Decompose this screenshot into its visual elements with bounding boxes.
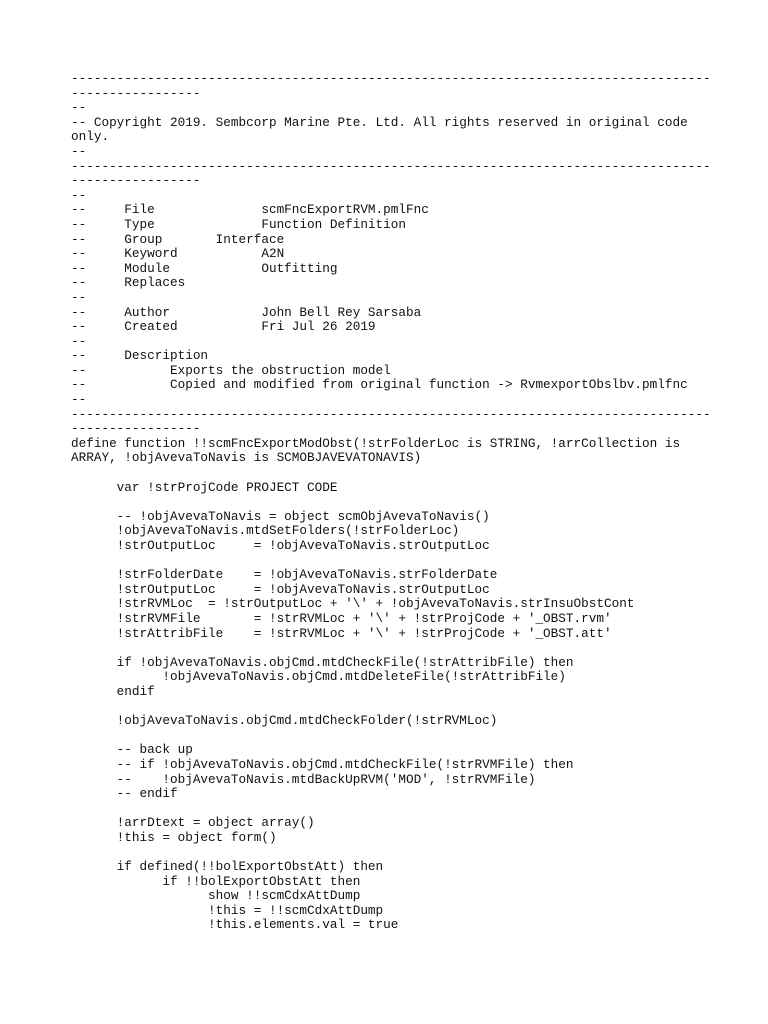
- code-line: -- Replaces: [71, 275, 186, 291]
- code-line: -- Created Fri Jul 26 2019: [71, 319, 376, 335]
- code-line: [71, 641, 701, 656]
- code-line: -- !objAvevaToNavis.mtdBackUpRVM('MOD', !strRVMFile): [71, 771, 536, 787]
- code-line: !objAvevaToNavis.mtdSetFolders(!strFolderLoc): [71, 523, 460, 539]
- code-line: --: [71, 187, 87, 203]
- code-line: -- if !objAvevaToNavis.objCmd.mtdCheckFile(!strRVMFile) then: [71, 756, 574, 772]
- code-line: [71, 495, 701, 510]
- code-line: -- Copyright 2019. Sembcorp Marine Pte. Ltd. All rights reserved in original code: [71, 114, 688, 130]
- code-line: --: [71, 143, 87, 159]
- code-line: [71, 845, 701, 860]
- code-line: !arrDtext = object array(): [71, 815, 315, 831]
- code-line: if !!bolExportObstAtt then: [71, 873, 361, 889]
- code-line: endif: [71, 683, 155, 699]
- code-line: !objAvevaToNavis.objCmd.mtdDeleteFile(!strAttribFile): [71, 669, 566, 685]
- code-line: !strFolderDate = !objAvevaToNavis.strFolderDate: [71, 567, 498, 583]
- code-line: [71, 700, 701, 715]
- code-page: [71, 71, 711, 933]
- code-line: -- back up: [71, 742, 193, 758]
- code-line: -- Keyword A2N: [71, 246, 285, 262]
- code-line: -- Copied and modified from original function -> RvmexportObslbv.pmlfnc: [71, 377, 688, 393]
- code-line: !strOutputLoc = !objAvevaToNavis.strOutputLoc: [71, 581, 490, 597]
- code-line: !this.elements.val = true: [71, 917, 399, 933]
- code-line: ------------------------------------------------------------------------------------: [71, 71, 711, 86]
- code-line: [71, 802, 701, 817]
- code-line: -- Author John Bell Rey Sarsaba: [71, 304, 422, 320]
- code-line: -----------------: [71, 173, 201, 189]
- code-line: !objAvevaToNavis.objCmd.mtdCheckFolder(!strRVMLoc): [71, 713, 498, 729]
- code-line: !strRVMLoc = !strOutputLoc + '\' + !objAvevaToNavis.strInsuObstCont: [71, 596, 635, 612]
- code-line: ------------------------------------------------------------------------------------: [71, 406, 711, 422]
- code-line: !strAttribFile = !strRVMLoc + '\' + !strProjCode + '_OBST.att': [71, 625, 612, 641]
- code-line: define function !!scmFncExportModObst(!strFolderLoc is STRING, !arrCollection is: [71, 435, 681, 451]
- code-line: -----------------: [71, 85, 201, 101]
- code-line: -- Description: [71, 348, 209, 364]
- code-line: --: [71, 289, 87, 305]
- code-line: show !!scmCdxAttDump: [71, 888, 361, 904]
- code-line: [71, 729, 701, 744]
- code-line: !this = object form(): [71, 829, 277, 845]
- code-line: -- Exports the obstruction model: [71, 362, 391, 378]
- code-line: --: [71, 333, 87, 349]
- code-line: if defined(!!bolExportObstAtt) then: [71, 859, 384, 875]
- code-line: ------------------------------------------------------------------------------------: [71, 158, 711, 174]
- code-line: [71, 554, 701, 569]
- code-line: ARRAY, !objAvevaToNavis is SCMOBJAVEVATONAVIS): [71, 450, 422, 466]
- code-line: -----------------: [71, 421, 201, 437]
- code-line: only.: [71, 129, 110, 145]
- code-line: -- Module Outfitting: [71, 260, 338, 276]
- code-line: --: [71, 100, 87, 116]
- code-line: --: [71, 392, 87, 408]
- code-line: !this = !!scmCdxAttDump: [71, 902, 384, 918]
- code-line: var !strProjCode PROJECT CODE: [71, 479, 338, 495]
- code-line: !strRVMFile = !strRVMLoc + '\' + !strProjCode + '_OBST.rvm': [71, 610, 612, 626]
- code-line: -- Type Function Definition: [71, 216, 407, 232]
- code-line: !strOutputLoc = !objAvevaToNavis.strOutputLoc: [71, 538, 490, 553]
- code-line: -- Group Interface: [71, 231, 285, 247]
- code-line: if !objAvevaToNavis.objCmd.mtdCheckFile(!strAttribFile) then: [71, 654, 574, 670]
- code-line: -- endif: [71, 786, 178, 802]
- code-line: -- !objAvevaToNavis = object scmObjAvevaToNavis(): [71, 508, 490, 524]
- code-line: -- File scmFncExportRVM.pmlFnc: [71, 202, 429, 218]
- code-line: [71, 466, 701, 481]
